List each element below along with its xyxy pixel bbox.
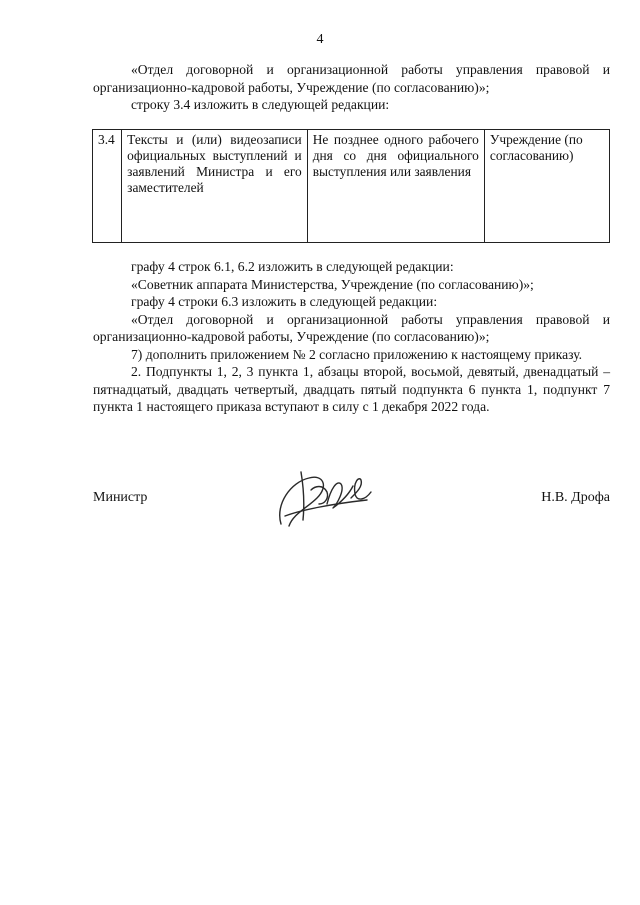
signatory-title: Министр xyxy=(93,490,148,505)
signatory-name: Н.В. Дрофа xyxy=(541,490,610,505)
paragraph: графу 4 строки 6.3 изложить в следующей редакции: xyxy=(131,294,438,309)
row-responsible-cell: Учреждение (по согласованию) xyxy=(484,130,609,243)
row-term-cell: Не позднее одного рабочего дня со дня официального выступления или заявления xyxy=(307,130,484,243)
paragraph: 7) дополнить приложением № 2 согласно приложению к настоящему приказу. xyxy=(131,346,583,362)
row-number-cell: 3.4 xyxy=(93,130,122,243)
body-text xyxy=(93,258,610,416)
row-text-cell: Тексты и (или) видеозаписи официальных выступлений и заявлений Министра и его заместителей xyxy=(122,130,308,243)
intro-block xyxy=(93,61,610,114)
table-row xyxy=(93,130,610,243)
page-number: 4 xyxy=(316,32,324,47)
intro-quote: «Отдел договорной и организационной работы управления правовой и организационно-кадровой работы, Учреждение (по согласованию)»; xyxy=(93,62,610,95)
signature-block xyxy=(93,490,610,550)
handwritten-signature xyxy=(271,464,381,534)
paragraph: «Отдел договорной и организационной работы управления правовой и организационно-кадровой работы, Учреждение (по согласованию)»; xyxy=(93,311,610,344)
intro-instruction: строку 3.4 изложить в следующей редакции: xyxy=(131,97,390,112)
paragraph: «Советник аппарата Министерства, Учреждение (по согласованию)»; xyxy=(131,276,534,292)
paragraph: графу 4 строк 6.1, 6.2 изложить в следующей редакции: xyxy=(131,259,454,274)
paragraph: 2. Подпункты 1, 2, 3 пункта 1, абзацы второй, восьмой, девятый, двенадцатый – пятнадцатый, двадцать четвертый, двадцать пятый подпункта 6 пункта 1, подпункт 7 пункта 1 настоящего приказа вступают в силу с 1 декабря 2022 года. xyxy=(93,364,610,414)
amendment-table xyxy=(92,129,610,243)
